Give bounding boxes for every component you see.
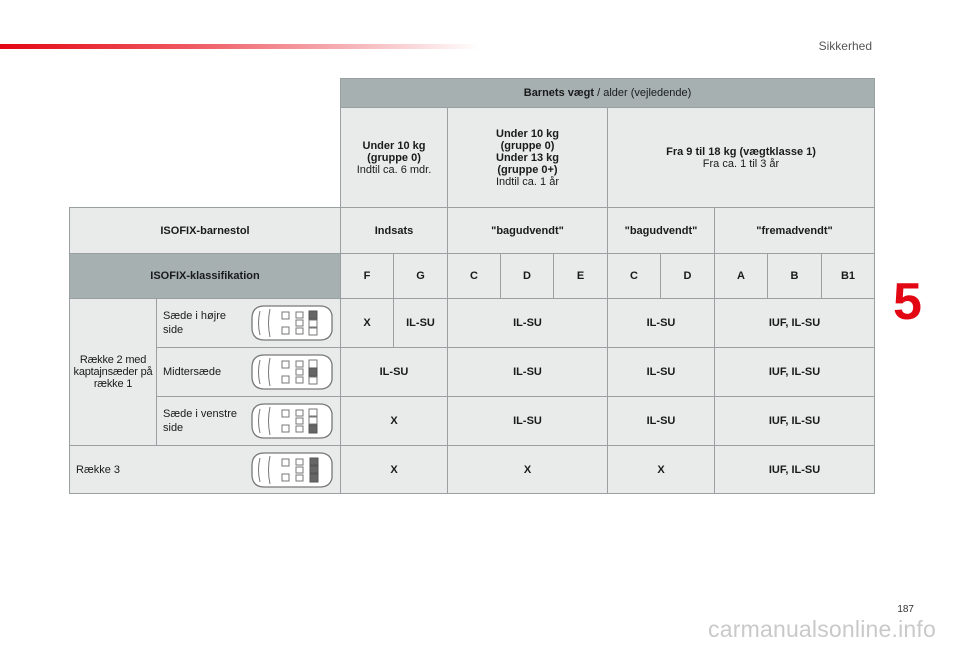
table-row <box>70 299 875 348</box>
empty-corner <box>70 79 341 108</box>
class-cell: G <box>394 254 448 299</box>
section-title: Sikkerhed <box>818 39 872 53</box>
class-cell: C <box>608 254 661 299</box>
class-cell: C <box>448 254 501 299</box>
cell-group-1-front: IUF, IL-SU <box>715 299 875 348</box>
isofix-class-label: ISOFIX-klassifikation <box>70 254 341 299</box>
cell-group-1-rear: IL-SU <box>608 397 715 446</box>
cell-group-1-front: IUF, IL-SU <box>715 446 875 494</box>
page-number: 187 <box>897 604 914 615</box>
watermark: carmanualsonline.info <box>708 616 936 642</box>
table-row <box>70 348 875 397</box>
cell-group-1-rear: X <box>608 446 715 494</box>
cell-group-1-rear: IL-SU <box>608 348 715 397</box>
cell-group-1-rear: IL-SU <box>608 299 715 348</box>
class-cell: A <box>715 254 768 299</box>
class-cell: B <box>768 254 822 299</box>
car-seat-right-icon <box>250 303 334 343</box>
car-seat-left-icon <box>250 401 334 441</box>
table-row <box>70 446 875 494</box>
cell-group-1-front: IUF, IL-SU <box>715 397 875 446</box>
group-0-header: Under 10 kg (gruppe 0) Indtil ca. 6 mdr. <box>341 108 448 208</box>
cell-fg: IL-SU <box>341 348 448 397</box>
class-cell: D <box>501 254 554 299</box>
seat-left-cell <box>157 397 341 446</box>
seat-type-front-1: "fremadvendt" <box>715 208 875 254</box>
cell-group-0plus: IL-SU <box>448 299 608 348</box>
weight-header: Barnets vægt / alder (vejledende) <box>341 79 875 108</box>
row3-cell <box>70 446 341 494</box>
class-cell: F <box>341 254 394 299</box>
row3-label: Række 3 <box>76 463 121 476</box>
group-1-header: Fra 9 til 18 kg (vægtklasse 1) Fra ca. 1 til 3 år <box>608 108 875 208</box>
header-accent-line <box>0 44 480 49</box>
seat-middle-cell <box>157 348 341 397</box>
seat-left-label: Sæde i venstre side <box>163 408 237 434</box>
seat-middle-label: Midtersæde <box>163 366 222 378</box>
car-row3-icon <box>250 450 334 490</box>
seat-type-rear-1: "bagudvendt" <box>608 208 715 254</box>
group-0plus-header: Under 10 kg (gruppe 0) Under 13 kg (gruppe 0+) Indtil ca. 1 år <box>448 108 608 208</box>
seat-type-rear-0plus: "bagudvendt" <box>448 208 608 254</box>
cell-group-0plus: X <box>448 446 608 494</box>
car-seat-middle-icon <box>250 352 334 392</box>
cell-f: X <box>341 299 394 348</box>
cell-group-0plus: IL-SU <box>448 397 608 446</box>
cell-fg: X <box>341 397 448 446</box>
row2-label: Række 2 med kaptajnsæder på række 1 <box>70 299 157 446</box>
isofix-seat-label: ISOFIX-barnestol <box>70 208 341 254</box>
table-row <box>70 397 875 446</box>
chapter-number: 5 <box>893 273 922 331</box>
class-cell: D <box>661 254 715 299</box>
class-cell: E <box>554 254 608 299</box>
seat-right-cell <box>157 299 341 348</box>
cell-group-0plus: IL-SU <box>448 348 608 397</box>
seat-right-label: Sæde i højre side <box>163 310 226 336</box>
empty-corner-2 <box>70 108 341 208</box>
cell-g: IL-SU <box>394 299 448 348</box>
isofix-table <box>69 78 875 494</box>
cell-group-1-front: IUF, IL-SU <box>715 348 875 397</box>
class-cell: B1 <box>822 254 875 299</box>
cell-fg: X <box>341 446 448 494</box>
seat-type-insert: Indsats <box>341 208 448 254</box>
